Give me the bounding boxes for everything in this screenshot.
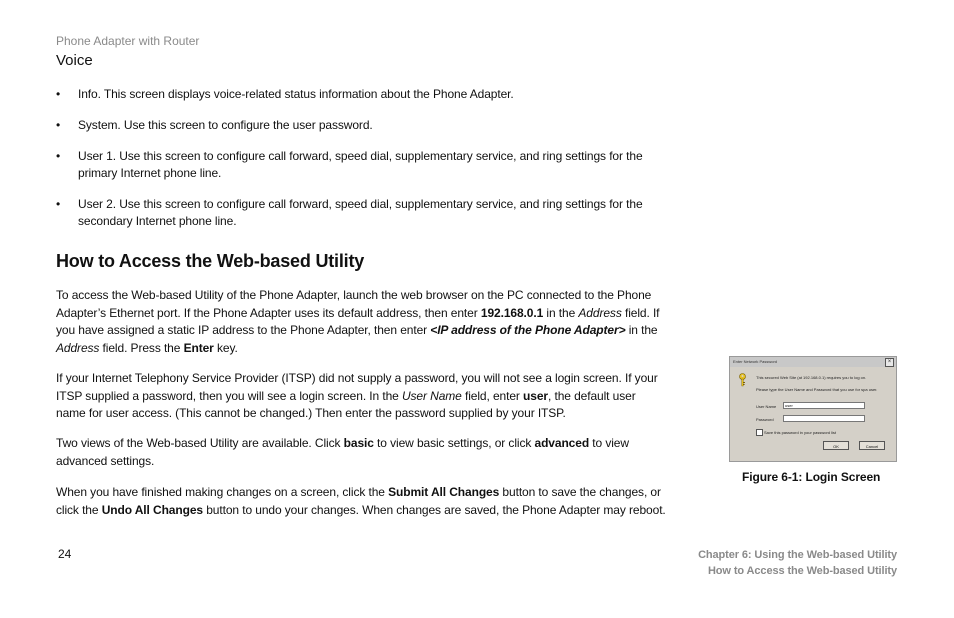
bullet-icon: • <box>56 118 61 132</box>
list-item <box>56 196 666 230</box>
address-term: Address <box>578 305 622 320</box>
key-icon <box>738 373 747 387</box>
text: to view advanced settings. <box>56 436 629 468</box>
user-term: user <box>523 388 548 403</box>
default-ip-address: 192.168.0.1 <box>480 305 544 320</box>
dialog-title: Enter Network Password <box>733 359 778 364</box>
text: field. If you have assigned a static IP address to the Phone Adapter, then enter <box>56 305 660 337</box>
paragraph-login <box>56 370 666 423</box>
text: in the <box>543 305 579 320</box>
paragraph-changes <box>56 484 666 519</box>
list-item-text: User 1. Use this screen to configure call forward, speed dial, supplementary service, and ring settings for the primary Internet phone line. <box>78 149 643 180</box>
dialog-body <box>730 367 896 461</box>
footer-topic: How to Access the Web-based Utility <box>707 565 897 577</box>
dialog-instruction: Please type the User Name and Password that you use for spa user. <box>756 387 878 392</box>
list-item <box>56 148 666 182</box>
section-heading: How to Access the Web-based Utility <box>56 251 365 271</box>
ok-button: OK <box>823 441 849 450</box>
list-item <box>56 117 666 134</box>
ip-placeholder: <IP address of the Phone Adapter> <box>430 323 626 337</box>
address-term: Address <box>56 340 100 355</box>
dialog-title-bar <box>730 357 896 367</box>
bullet-icon: • <box>56 197 61 211</box>
enter-key-term: Enter <box>183 340 214 355</box>
bullet-icon: • <box>56 149 61 163</box>
close-icon: × <box>885 358 894 367</box>
text: button to undo your changes. When changes are saved, the Phone Adapter may reboot. <box>202 502 666 517</box>
text: Two views of the Web-based Utility are available. Click <box>56 436 344 450</box>
footer-chapter: Chapter 6: Using the Web-based Utility <box>698 549 897 561</box>
advanced-term: advanced <box>534 436 590 450</box>
text: key. <box>213 340 238 355</box>
dialog-message: This secured Web Site (at 192.168.0.1) requires you to log on. <box>756 375 867 380</box>
bullet-list <box>56 86 666 244</box>
submit-term: Submit All Changes <box>388 485 500 499</box>
text: field, enter <box>461 388 524 403</box>
undo-term: Undo All Changes <box>101 502 203 517</box>
save-password-checkbox <box>756 429 763 436</box>
list-item-text: System. Use this screen to configure the user password. <box>78 118 373 132</box>
basic-term: basic <box>343 436 374 450</box>
running-header-section: Voice <box>56 52 93 69</box>
cancel-button: Cancel <box>859 441 885 450</box>
text: in the <box>625 323 658 337</box>
text: , the default user name for user access. (This cannot be changed.) Then enter the password supplied by your ITSP. <box>56 388 636 420</box>
user-name-term: User Name <box>401 388 462 403</box>
list-item-text: User 2. Use this screen to configure call forward, speed dial, supplementary service, and ring settings for the secondary Internet phone line. <box>78 197 643 228</box>
figure-caption: Figure 6-1: Login Screen <box>742 470 881 484</box>
password-label: Password <box>756 417 774 422</box>
text: To access the Web-based Utility of the Phone Adapter, launch the web browser on the PC connected to the Phone Adapter’s Ethernet port. If the Phone Adapter uses its default address, then enter <box>56 288 652 320</box>
text: When you have finished making changes on a screen, click the <box>56 485 389 499</box>
bullet-icon: • <box>56 87 61 101</box>
save-password-label: Save this password in your password list <box>764 430 837 435</box>
user-name-label: User Name <box>756 404 777 409</box>
text: field. Press the <box>99 340 184 355</box>
list-item <box>56 86 666 103</box>
user-name-field: user <box>783 402 865 409</box>
running-footer <box>698 547 897 579</box>
password-field <box>783 415 865 422</box>
text: to view basic settings, or click <box>373 436 535 450</box>
text: button to save the changes, or click the <box>56 485 661 517</box>
page-number: 24 <box>58 547 72 561</box>
list-item-text: Info. This screen displays voice-related status information about the Phone Adapter. <box>78 87 514 101</box>
paragraph-access <box>56 287 666 357</box>
login-dialog-figure <box>729 356 897 462</box>
text: If your Internet Telephony Service Provider (ITSP) did not supply a password, you will not see a login screen. If your ITSP supplied a password, then you will see a login screen. In the <box>56 371 658 403</box>
paragraph-views <box>56 435 666 470</box>
running-header-product: Phone Adapter with Router <box>56 34 200 48</box>
